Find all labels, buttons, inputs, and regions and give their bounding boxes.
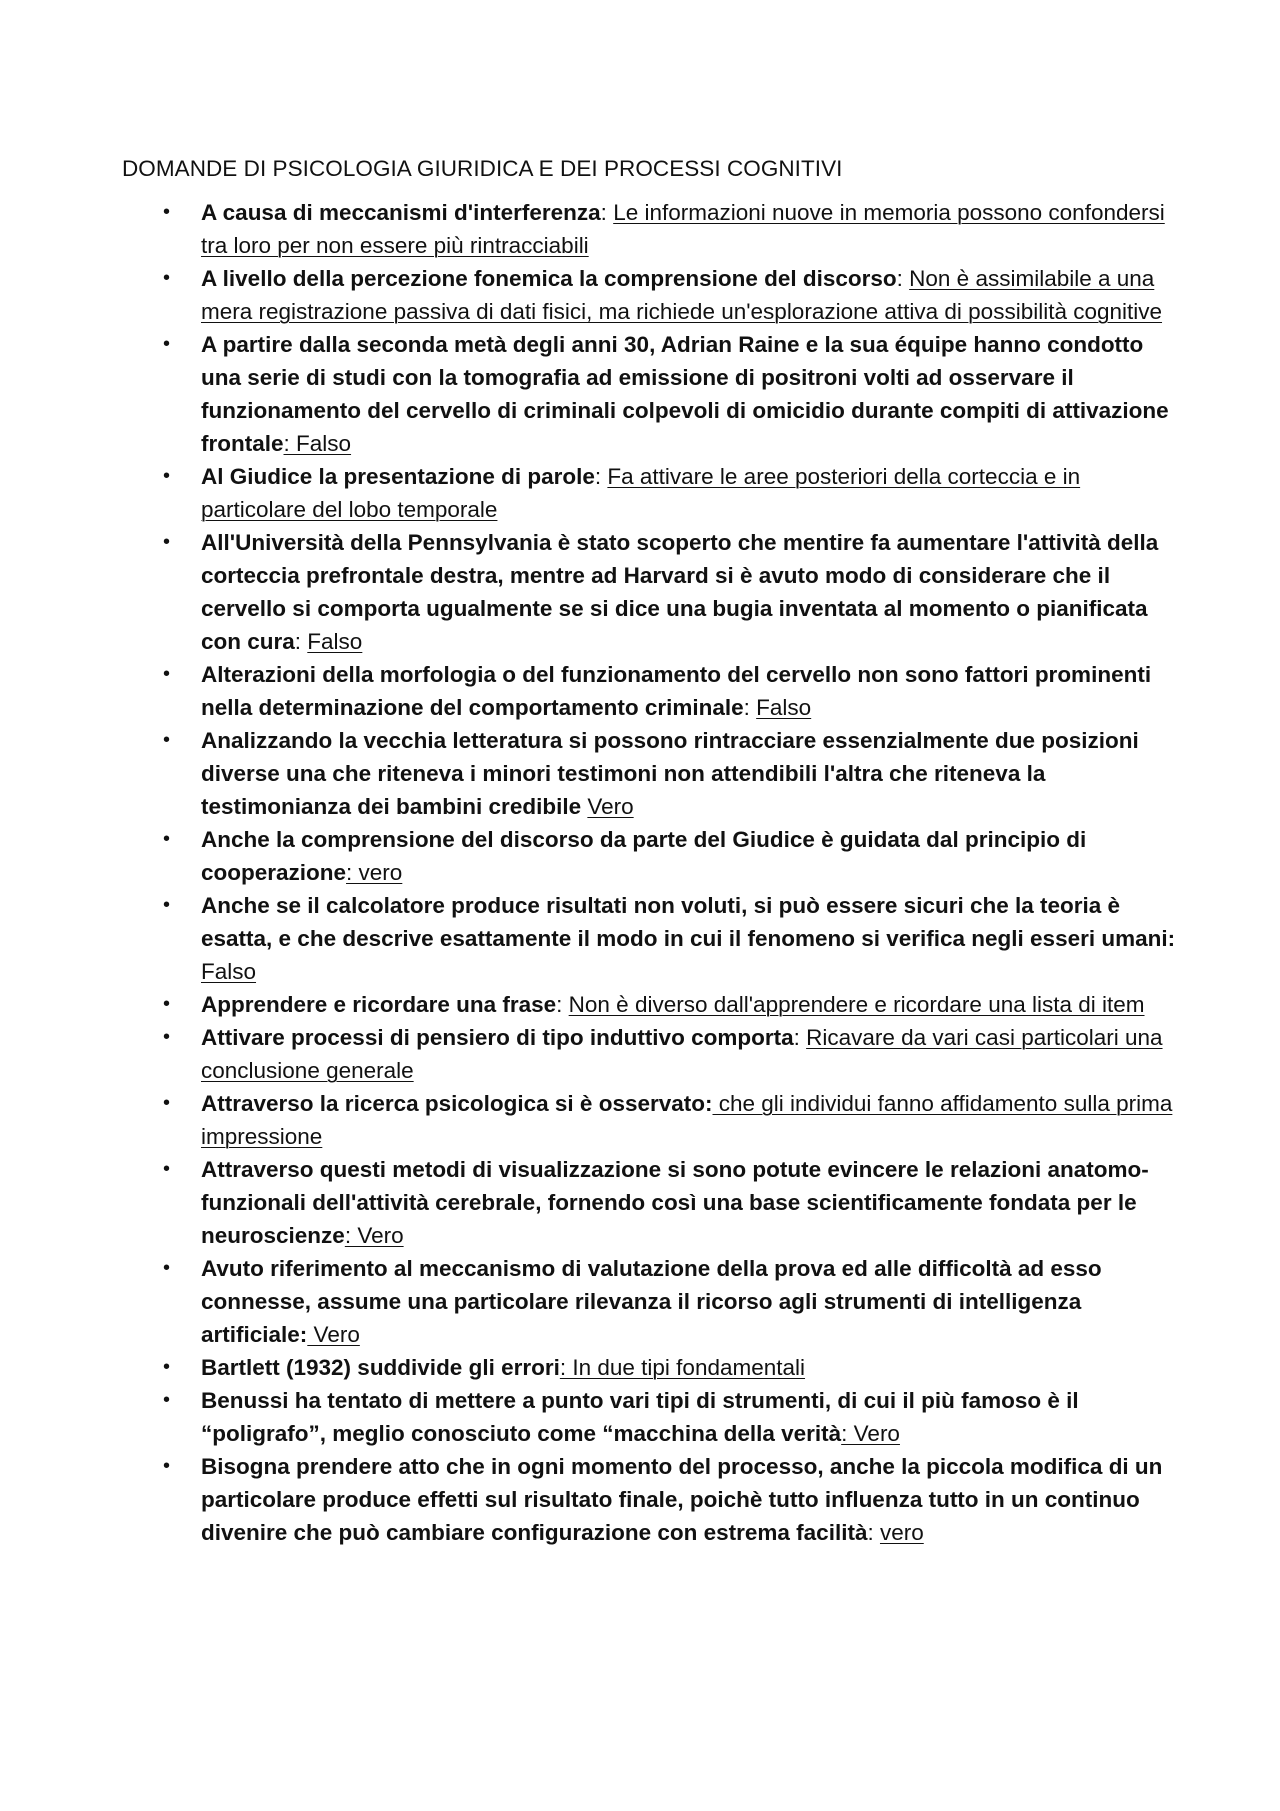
bullet-icon: • xyxy=(163,993,171,1015)
bullet-icon: • xyxy=(163,1257,171,1279)
list-item xyxy=(122,1153,1180,1252)
question-text: A livello della percezione fonemica la comprensione del discorso xyxy=(201,266,897,291)
question-text: Al Giudice la presentazione di parole xyxy=(201,464,595,489)
list-item xyxy=(122,724,1180,823)
separator: : xyxy=(600,200,614,225)
bullet-icon: • xyxy=(163,894,171,916)
answer-text: Falso xyxy=(307,629,363,654)
list-item xyxy=(122,1351,1180,1384)
list-item xyxy=(122,328,1180,460)
list-item xyxy=(122,1384,1180,1450)
answer-text: Non è assimilabile a una mera registrazione passiva di dati fisici, ma richiede un'esplorazione attiva di possibilità cognitive xyxy=(201,266,1163,324)
separator: : xyxy=(896,266,910,291)
answer-text: vero xyxy=(879,1520,924,1545)
answer-text: Falso xyxy=(201,959,257,984)
answer-text: Non è diverso dall'apprendere e ricordare una lista di item xyxy=(568,992,1145,1017)
question-text: Analizzando la vecchia letteratura si possono rintracciare essenzialmente due posizioni diverse una che riteneva i minori testimoni non attendibili l'altra che riteneva la testimonianza dei bambini credibile xyxy=(201,728,1139,819)
separator: : xyxy=(743,695,757,720)
bullet-icon: • xyxy=(163,828,171,850)
bullet-icon: • xyxy=(163,267,171,289)
answer-text: Vero xyxy=(307,1322,360,1347)
bullet-icon: • xyxy=(163,1158,171,1180)
list-item xyxy=(122,262,1180,328)
answer-text: Ricavare da vari casi particolari una conclusione generale xyxy=(201,1025,1163,1083)
question-text: Benussi ha tentato di mettere a punto vari tipi di strumenti, di cui il più famoso è il “poligrafo”, meglio conosciuto come “macchina della verità xyxy=(201,1388,1079,1446)
question-text: All'Università della Pennsylvania è stato scoperto che mentire fa aumentare l'attività della corteccia prefrontale destra, mentre ad Harvard si è avuto modo di considerare che il cervello si comporta ugualmente se si dice una bugia inventata al momento o pianificata con cura xyxy=(201,530,1159,654)
question-text: Bisogna prendere atto che in ogni momento del processo, anche la piccola modifica di un particolare produce effetti sul risultato finale, poichè tutto influenza tutto in un continuo divenire che può cambiare configurazione con estrema facilità xyxy=(201,1454,1163,1545)
bullet-icon: • xyxy=(163,1389,171,1411)
separator: : xyxy=(294,629,308,654)
list-item xyxy=(122,196,1180,262)
question-text: Alterazioni della morfologia o del funzionamento del cervello non sono fattori prominenti nella determinazione del comportamento criminale xyxy=(201,662,1152,720)
question-text: Apprendere e ricordare una frase xyxy=(201,992,557,1017)
bullet-icon: • xyxy=(163,1356,171,1378)
answer-text: Falso xyxy=(756,695,812,720)
question-text: Bartlett (1932) suddivide gli errori xyxy=(201,1355,560,1380)
separator: : xyxy=(594,464,608,489)
bullet-icon: • xyxy=(163,201,171,223)
answer-text: : Vero xyxy=(841,1421,900,1446)
document-title: DOMANDE DI PSICOLOGIA GIURIDICA E DEI PROCESSI COGNITIVI xyxy=(122,156,843,181)
list-item xyxy=(122,526,1180,658)
answer-text: : Vero xyxy=(344,1223,404,1248)
question-text: Attraverso questi metodi di visualizzazione si sono potute evincere le relazioni anatomo-funzionali dell'attività cerebrale, fornendo così una base scientificamente fondata per le neuroscienze xyxy=(201,1157,1149,1248)
question-text: Anche la comprensione del discorso da parte del Giudice è guidata dal principio di cooperazione xyxy=(201,827,1087,885)
bullet-icon: • xyxy=(163,1026,171,1048)
answer-text: : In due tipi fondamentali xyxy=(559,1355,806,1380)
question-text: Attivare processi di pensiero di tipo induttivo comporta xyxy=(201,1025,794,1050)
separator: : xyxy=(793,1025,807,1050)
list-item xyxy=(122,1252,1180,1351)
bullet-icon: • xyxy=(163,333,171,355)
bullet-icon: • xyxy=(163,531,171,553)
question-list xyxy=(122,196,1180,1549)
question-text: A partire dalla seconda metà degli anni 30, Adrian Raine e la sua équipe hanno condotto una serie di studi con la tomografia ad emissione di positroni volti ad osservare il funzionamento del cervello di criminali colpevoli di omicidio durante compiti di attivazione frontale xyxy=(201,332,1169,456)
list-item xyxy=(122,1021,1180,1087)
answer-text: che gli individui fanno affidamento sulla prima impressione xyxy=(201,1091,1173,1149)
bullet-icon: • xyxy=(163,465,171,487)
bullet-icon: • xyxy=(163,1455,171,1477)
question-text: Anche se il calcolatore produce risultati non voluti, si può essere sicuri che la teoria è esatta, e che descrive esattamente il modo in cui il fenomeno si verifica negli esseri umani: xyxy=(201,893,1176,951)
list-item xyxy=(122,1450,1180,1549)
separator: : xyxy=(867,1520,880,1545)
list-item xyxy=(122,988,1180,1021)
question-text: A causa di meccanismi d'interferenza xyxy=(201,200,601,225)
answer-text: Vero xyxy=(587,794,634,819)
list-item xyxy=(122,460,1180,526)
separator: : xyxy=(556,992,569,1017)
list-item xyxy=(122,823,1180,889)
question-text: Attraverso la ricerca psicologica si è osservato: xyxy=(201,1091,713,1116)
bullet-icon: • xyxy=(163,729,171,751)
question-text: Avuto riferimento al meccanismo di valutazione della prova ed alle difficoltà ad esso connesse, assume una particolare rilevanza il ricorso agli strumenti di intelligenza artificiale: xyxy=(201,1256,1102,1347)
answer-text: : vero xyxy=(346,860,403,885)
list-item xyxy=(122,658,1180,724)
list-item xyxy=(122,1087,1180,1153)
bullet-icon: • xyxy=(163,1092,171,1114)
answer-text: : Falso xyxy=(283,431,352,456)
answer-text: Le informazioni nuove in memoria possono confondersi tra loro per non essere più rintracciabili xyxy=(201,200,1165,258)
list-item xyxy=(122,889,1180,988)
bullet-icon: • xyxy=(163,663,171,685)
answer-text: Fa attivare le aree posteriori della corteccia e in particolare del lobo temporale xyxy=(201,464,1081,522)
